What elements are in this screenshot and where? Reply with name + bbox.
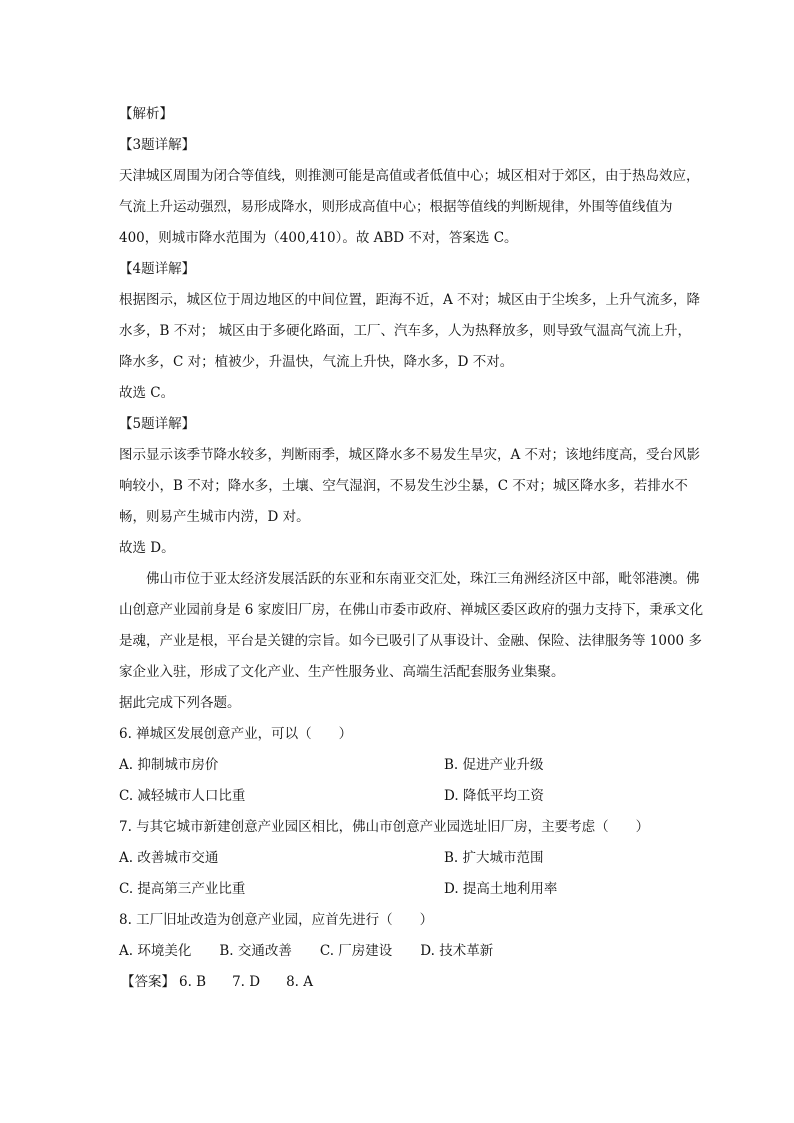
q3-explanation: 天津城区周围为闭合等值线，则推测可能是高值或者低值中心；城区相对于郊区，由于热岛效应，气流上升运动强烈，易形成降水，则形成高值中心；根据等值线的判断规律，外围等值线值为 400，则城市降水范围为（400,410）。故 ABD 不对，答案选 C。 <box>119 168 700 246</box>
option-a: A. 改善城市交通 <box>119 850 219 866</box>
option-b: B. 扩大城市范围 <box>444 850 544 866</box>
passage-instruction: 据此完成下列各题。 <box>119 695 241 711</box>
option-b: B. 促进产业升级 <box>444 757 544 773</box>
reading-passage: 佛山市位于亚太经济发展活跃的东亚和东南亚交汇处，珠江三角洲经济区中部，毗邻港澳。佛山创意产业园前身是 6 家废旧厂房，在佛山市委市政府、禅城区委区政府的强力支持下，秉承文化是魂，产业是根，平台是关键的宗旨。如今已吸引了从事设计、金融、保险、法律服务等 1000 多家企业入驻，形成了文化产业、生产性服务业、高端生活配套服务业集聚。 <box>119 571 704 680</box>
question-stem: 7. 与其它城市新建创意产业园区相比，佛山市创意产业园选址旧厂房，主要考虑（ ） <box>119 819 650 835</box>
option-d: D. 提高土地利用率 <box>444 881 558 897</box>
q4-conclusion: 故选 C。 <box>119 385 175 401</box>
option-row <box>119 936 704 967</box>
option-a: A. 环境美化 <box>119 943 192 959</box>
q4-heading: 【4题详解】 <box>119 261 196 277</box>
option-d: D. 技术革新 <box>420 943 494 959</box>
option-row <box>119 781 704 812</box>
option-a: A. 抑制城市房价 <box>119 757 219 773</box>
q3-heading: 【3题详解】 <box>119 137 196 153</box>
option-row <box>119 750 704 781</box>
answer-label: 【答案】 <box>121 974 175 990</box>
q5-heading: 【5题详解】 <box>119 416 196 432</box>
document-content <box>119 99 704 998</box>
question-6 <box>119 719 704 812</box>
question-7 <box>119 812 704 905</box>
q4-explanation: 根据图示，城区位于周边地区的中间位置，距海不近，A 不对；城区由于尘埃多，上升气流多，降水多，B 不对； 城区由于多硬化路面，工厂、汽车多，人为热释放多，则导致气温高气流上升，降水多，C 对；植被少，升温快，气流上升快，降水多，D 不对。 <box>119 292 701 370</box>
question-stem: 6. 禅城区发展创意产业，可以（ ） <box>119 726 353 742</box>
option-c: C. 提高第三产业比重 <box>119 881 246 897</box>
answer-line <box>119 967 704 998</box>
option-row <box>119 874 704 905</box>
answer-7: 7. D <box>232 974 261 990</box>
analysis-heading: 【解析】 <box>119 106 173 122</box>
option-row <box>119 843 704 874</box>
q5-explanation: 图示显示该季节降水较多，判断雨季，城区降水多不易发生旱灾，A 不对；该地纬度高，受台风影响较小，B 不对；降水多，土壤、空气湿润，不易发生沙尘暴，C 不对；城区降水多，若排水不畅，则易产生城市内涝，D 对。 <box>119 447 701 525</box>
option-b: B. 交通改善 <box>219 943 292 959</box>
question-8 <box>119 905 704 967</box>
q5-conclusion: 故选 D。 <box>119 540 175 556</box>
answer-8: 8. A <box>286 974 314 990</box>
answer-6: 6. B <box>179 974 207 990</box>
question-stem: 8. 工厂旧址改造为创意产业园，应首先进行（ ） <box>119 912 434 928</box>
option-c: C. 厂房建设 <box>319 943 393 959</box>
option-c: C. 减轻城市人口比重 <box>119 788 246 804</box>
option-d: D. 降低平均工资 <box>444 788 544 804</box>
